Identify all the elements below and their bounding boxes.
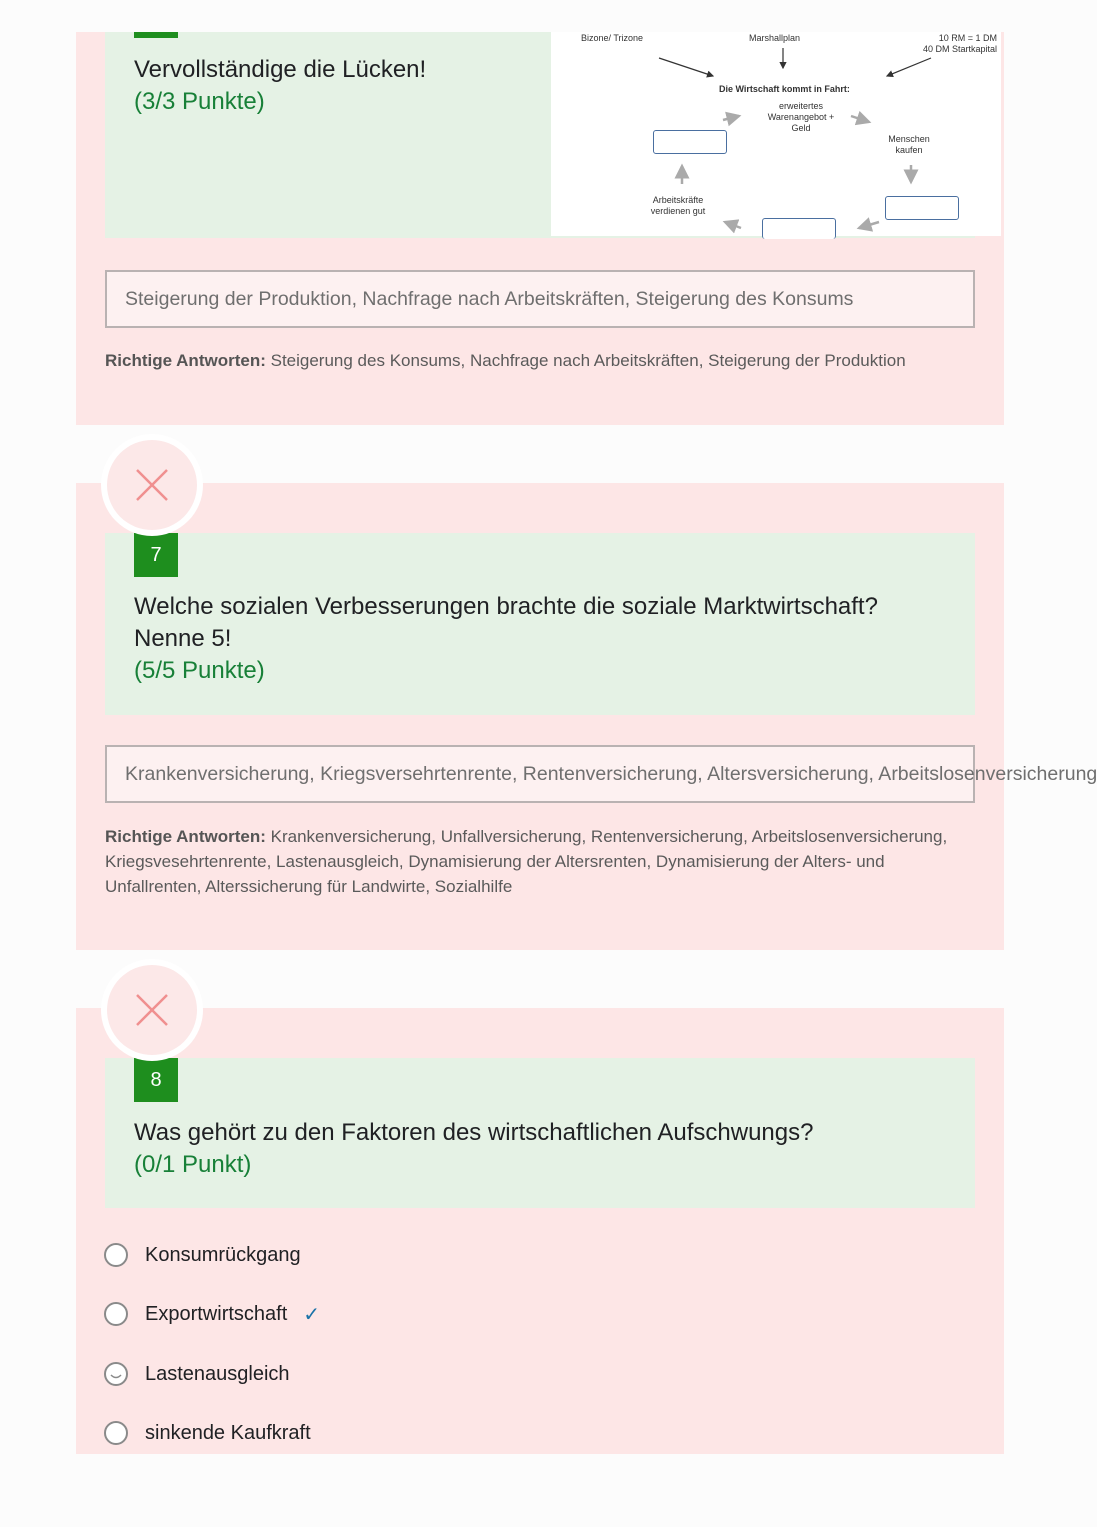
question-number: 7 [134,533,178,577]
correct-answers-text: Steigerung des Konsums, Nachfrage nach Arbeitskräften, Steigerung der Produktion [270,351,906,370]
diagram-center-text: erweitertes Warenangebot + Geld [767,101,835,133]
option-sinkende-kaufkraft[interactable] [104,1418,311,1448]
economy-diagram [551,32,1001,236]
correct-answers-label: Richtige Antworten: [105,827,266,846]
option-label: Exportwirtschaft [145,1302,288,1325]
diagram-right-text: Menschen kaufen [888,134,930,155]
close-icon [135,993,169,1027]
diagram-label-currency: 10 RM = 1 DM 40 DM Startkapital [922,33,997,54]
answer-field[interactable] [105,270,975,328]
question-card-7 [76,483,1097,950]
radio-button[interactable] [104,1362,128,1386]
question-card-6 [76,32,1004,425]
option-label: sinkende Kaufkraft [145,1421,311,1444]
question-number-tab [134,32,178,38]
diagram-label-bizone: Bizone/ Trizone [581,33,644,43]
check-icon: ✓ [303,1303,321,1326]
option-exportwirtschaft[interactable] [104,1299,320,1329]
diagram-left-text: Arbeitskräfte verdienen gut [650,195,706,216]
correct-answers [105,824,985,899]
diagram-center-title: Die Wirtschaft kommt in Fahrt: [719,84,850,94]
correct-answers [105,348,985,373]
question-points: (3/3 Punkte) [134,88,265,115]
answer-text: Steigerung der Produktion, Nachfrage nach Arbeitskräften, Steigerung des Konsums [125,288,854,310]
answer-text: Krankenversicherung, Kriegsversehrtenrente, Rentenversicherung, Altersversicherung, Arbeitslosenversicherung [125,763,1097,785]
option-konsumrueckgang[interactable] [104,1240,301,1270]
radio-button[interactable] [104,1421,128,1445]
question-title: Vervollständige die Lücken! (3/3 Punkte) [134,54,426,118]
close-icon [135,468,169,502]
option-label: Konsumrückgang [145,1243,301,1266]
question-number: 8 [134,1058,178,1102]
question-title: Was gehört zu den Faktoren des wirtschaftlichen Aufschwungs? (0/1 Punkt) [134,1117,813,1181]
incorrect-badge [107,965,197,1055]
question-header [105,1058,975,1208]
answer-field[interactable] [105,745,1097,803]
selected-mark-icon [106,1364,126,1384]
option-label: Lastenausgleich [145,1362,290,1385]
question-header [105,533,975,715]
diagram-label-marshallplan: Marshallplan [749,33,801,43]
diagram-arrows [551,32,1001,236]
question-points: (5/5 Punkte) [134,657,265,684]
correct-answers-text: Krankenversicherung, Unfallversicherung, Rentenversicherung, Arbeitslosenversicherung, Kriegsvesehrtenrente, Lastenausgleich, Dynamisierung der Altersrenten, Dynamisierung der Alters- und Unfallrenten, Alterssicherung für Landwirte, Sozialhilfe [105,827,948,896]
option-lastenausgleich[interactable] [104,1359,290,1389]
radio-button[interactable] [104,1243,128,1267]
correct-answers-label: Richtige Antworten: [105,351,266,370]
question-points: (0/1 Punkt) [134,1151,252,1178]
incorrect-badge [107,440,197,530]
question-title: Welche sozialen Verbesserungen brachte die soziale Marktwirtschaft? Nenne 5! (5/5 Punkte) [134,591,878,687]
radio-button[interactable] [104,1302,128,1326]
question-header [105,32,997,238]
